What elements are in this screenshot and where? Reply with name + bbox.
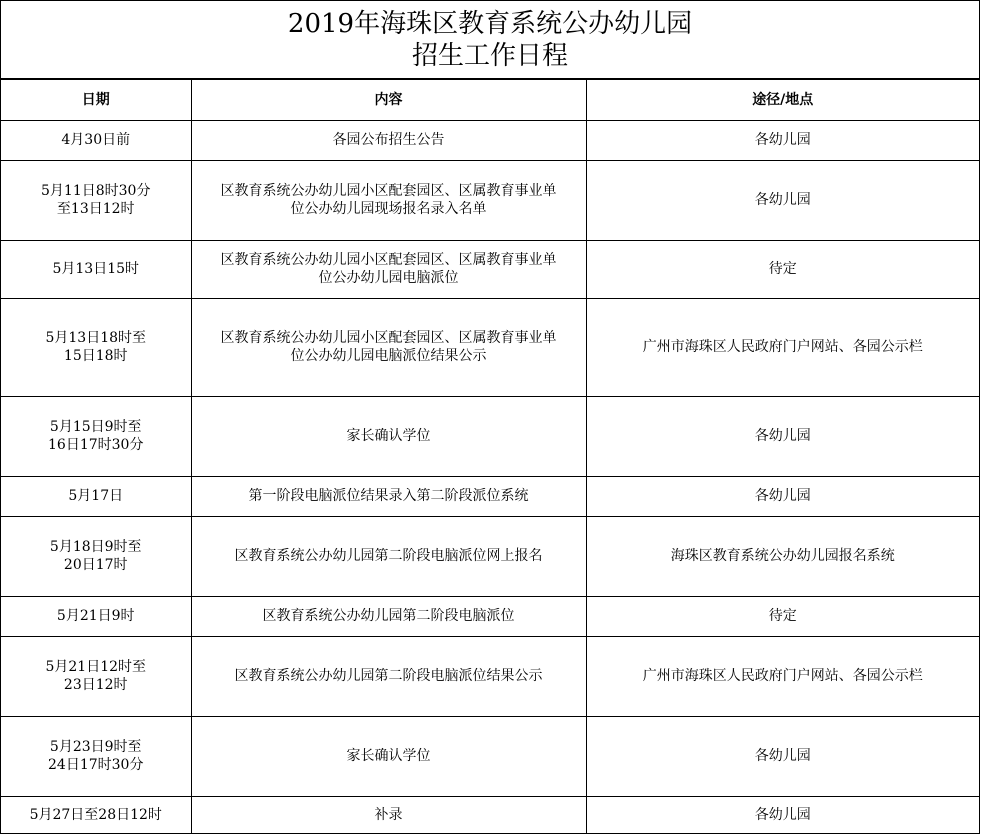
row-content-text: 区教育系统公办幼儿园第二阶段电脑派位网上报名	[234, 548, 543, 564]
row-place: 各幼儿园	[586, 396, 979, 476]
row-content-text: 区教育系统公办幼儿园第二阶段电脑派位	[262, 608, 515, 624]
row-content-text: 区教育系统公办幼儿园小区配套园区、区属教育事业单 位公办幼儿园现场报名录入名单	[220, 183, 557, 217]
header-content: 内容	[191, 80, 586, 120]
row-content	[191, 476, 586, 516]
row-content-text: 区教育系统公办幼儿园小区配套园区、区属教育事业单 位公办幼儿园电脑派位结果公示	[220, 330, 557, 364]
row-content	[191, 516, 586, 596]
row-content-text: 第一阶段电脑派位结果录入第二阶段派位系统	[248, 488, 529, 504]
table-row	[1, 636, 979, 716]
row-date: 5月23日9时至 24日17时30分	[1, 716, 191, 796]
table-header-row	[1, 80, 979, 120]
row-content-text: 补录	[374, 806, 403, 823]
document-title	[1, 1, 979, 80]
table-row	[1, 796, 979, 833]
schedule-table	[1, 80, 979, 833]
row-date: 5月13日15时	[1, 240, 191, 298]
title-line-2: 招生工作日程	[411, 40, 568, 71]
row-date: 5月27日至28日12时	[1, 796, 191, 833]
row-content	[191, 796, 586, 833]
row-place: 各幼儿园	[586, 796, 979, 833]
title-line-1: 2019年海珠区教育系统公办幼儿园	[287, 8, 693, 39]
row-place: 各幼儿园	[586, 716, 979, 796]
table-row	[1, 396, 979, 476]
row-date: 5月18日9时至 20日17时	[1, 516, 191, 596]
row-date: 5月17日	[1, 476, 191, 516]
table-row	[1, 120, 979, 160]
row-content	[191, 298, 586, 396]
row-content	[191, 240, 586, 298]
row-content	[191, 120, 586, 160]
row-date: 5月13日18时至 15日18时	[1, 298, 191, 396]
row-place: 待定	[586, 240, 979, 298]
row-place: 各幼儿园	[586, 476, 979, 516]
row-content	[191, 716, 586, 796]
row-place: 各幼儿园	[586, 120, 979, 160]
row-place: 各幼儿园	[586, 160, 979, 240]
row-place: 海珠区教育系统公办幼儿园报名系统	[586, 516, 979, 596]
row-content-text: 家长确认学位	[346, 428, 431, 444]
table-row	[1, 160, 979, 240]
table-row	[1, 298, 979, 396]
table-row	[1, 240, 979, 298]
row-date: 5月21日12时至 23日12时	[1, 636, 191, 716]
row-place: 待定	[586, 596, 979, 636]
row-place: 广州市海珠区人民政府门户网站、各园公示栏	[586, 298, 979, 396]
row-content-text: 各园公布招生公告	[332, 132, 445, 148]
row-content	[191, 596, 586, 636]
row-date: 4月30日前	[1, 120, 191, 160]
row-content-text: 区教育系统公办幼儿园第二阶段电脑派位结果公示	[234, 668, 543, 684]
row-content	[191, 160, 586, 240]
table-row	[1, 476, 979, 516]
row-content-text: 家长确认学位	[346, 748, 431, 764]
row-content	[191, 396, 586, 476]
row-date: 5月11日8时30分 至13日12时	[1, 160, 191, 240]
table-row	[1, 596, 979, 636]
row-date: 5月15日9时至 16日17时30分	[1, 396, 191, 476]
table-row	[1, 716, 979, 796]
header-date: 日期	[1, 80, 191, 120]
row-place: 广州市海珠区人民政府门户网站、各园公示栏	[586, 636, 979, 716]
table-row	[1, 516, 979, 596]
row-date: 5月21日9时	[1, 596, 191, 636]
row-content	[191, 636, 586, 716]
row-content-text: 区教育系统公办幼儿园小区配套园区、区属教育事业单 位公办幼儿园电脑派位	[220, 252, 557, 286]
header-place: 途径/地点	[586, 80, 979, 120]
